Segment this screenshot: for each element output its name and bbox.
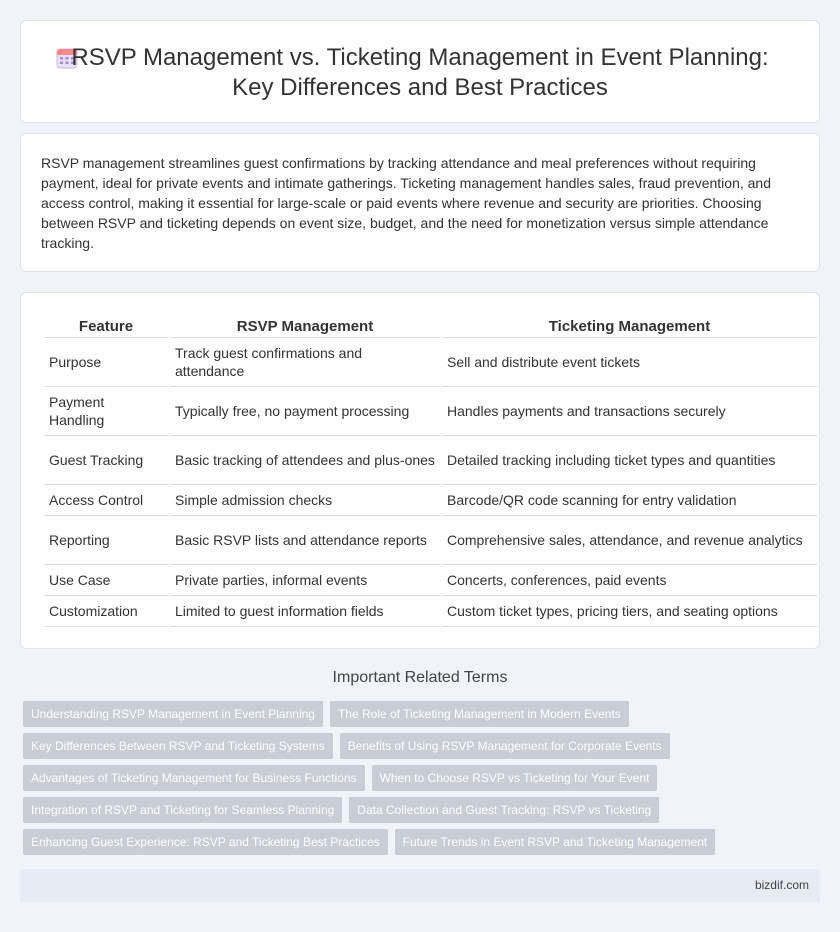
table-header-row bbox=[44, 316, 817, 338]
table-row bbox=[44, 436, 817, 485]
table-row bbox=[44, 596, 817, 627]
related-terms-list bbox=[23, 701, 813, 861]
table-row bbox=[44, 485, 817, 516]
column-header-rsvp: RSVP Management bbox=[170, 316, 440, 338]
intro-card bbox=[20, 133, 820, 272]
table-cell: Custom ticket types, pricing tiers, and seating options bbox=[442, 596, 817, 627]
table-cell: Comprehensive sales, attendance, and revenue analytics bbox=[442, 516, 817, 565]
table-cell: Private parties, informal events bbox=[170, 565, 440, 596]
table-cell: Reporting bbox=[44, 516, 168, 565]
related-term-tag[interactable]: Advantages of Ticketing Management for Business Functions bbox=[23, 765, 365, 791]
table-cell: Basic RSVP lists and attendance reports bbox=[170, 516, 440, 565]
comparison-table bbox=[42, 316, 819, 627]
table-row bbox=[44, 565, 817, 596]
table-cell: Typically free, no payment processing bbox=[170, 387, 440, 436]
table-cell: Barcode/QR code scanning for entry validation bbox=[442, 485, 817, 516]
column-header-feature: Feature bbox=[44, 316, 168, 338]
table-row bbox=[44, 338, 817, 387]
page-title-line2: Key Differences and Best Practices bbox=[232, 74, 608, 101]
related-term-tag[interactable]: Key Differences Between RSVP and Ticketing Systems bbox=[23, 733, 333, 759]
related-term-tag[interactable]: Future Trends in Event RSVP and Ticketing Management bbox=[395, 829, 716, 855]
related-term-tag[interactable]: Benefits of Using RSVP Management for Corporate Events bbox=[340, 733, 670, 759]
column-header-ticketing: Ticketing Management bbox=[442, 316, 817, 338]
related-terms-heading: Important Related Terms bbox=[332, 669, 508, 686]
table-cell: Customization bbox=[44, 596, 168, 627]
table-cell: Sell and distribute event tickets bbox=[442, 338, 817, 387]
table-row bbox=[44, 387, 817, 436]
related-term-tag[interactable]: The Role of Ticketing Management in Modern Events bbox=[330, 701, 629, 727]
related-term-tag[interactable]: When to Choose RSVP vs Ticketing for Your Event bbox=[372, 765, 658, 791]
table-cell: Detailed tracking including ticket types and quantities bbox=[442, 436, 817, 485]
footer-site-link[interactable]: bizdif.com bbox=[754, 878, 809, 892]
related-term-tag[interactable]: Data Collection and Guest Tracking: RSVP vs Ticketing bbox=[349, 797, 659, 823]
title-card bbox=[20, 20, 820, 123]
table-cell: Basic tracking of attendees and plus-ones bbox=[170, 436, 440, 485]
table-cell: Handles payments and transactions securely bbox=[442, 387, 817, 436]
table-cell: Purpose bbox=[44, 338, 168, 387]
table-cell: Track guest confirmations and attendance bbox=[170, 338, 440, 387]
comparison-card bbox=[20, 292, 820, 649]
table-cell: Concerts, conferences, paid events bbox=[442, 565, 817, 596]
related-term-tag[interactable]: Enhancing Guest Experience: RSVP and Ticketing Best Practices bbox=[23, 829, 388, 855]
related-term-tag[interactable]: Understanding RSVP Management in Event Planning bbox=[23, 701, 323, 727]
footer bbox=[20, 869, 820, 902]
related-term-tag[interactable]: Integration of RSVP and Ticketing for Seamless Planning bbox=[23, 797, 342, 823]
table-row bbox=[44, 516, 817, 565]
table-cell: Access Control bbox=[44, 485, 168, 516]
table-cell: Guest Tracking bbox=[44, 436, 168, 485]
intro-text: RSVP management streamlines guest confirmations by tracking attendance and meal preferences without requiring payment, ideal for private events and intimate gatherings. Ticketing management handles sales, fraud prevention, and access control, making it essential for large-scale or paid events where revenue and security are priorities. Choosing between RSVP and ticketing depends on event size, budget, and the need for monetization versus simple attendance tracking. bbox=[41, 155, 771, 251]
table-cell: Simple admission checks bbox=[170, 485, 440, 516]
page-title-line1: RSVP Management vs. Ticketing Management in Event Planning: bbox=[71, 44, 769, 71]
table-cell: Payment Handling bbox=[44, 387, 168, 436]
table-cell: Limited to guest information fields bbox=[170, 596, 440, 627]
table-cell: Use Case bbox=[44, 565, 168, 596]
